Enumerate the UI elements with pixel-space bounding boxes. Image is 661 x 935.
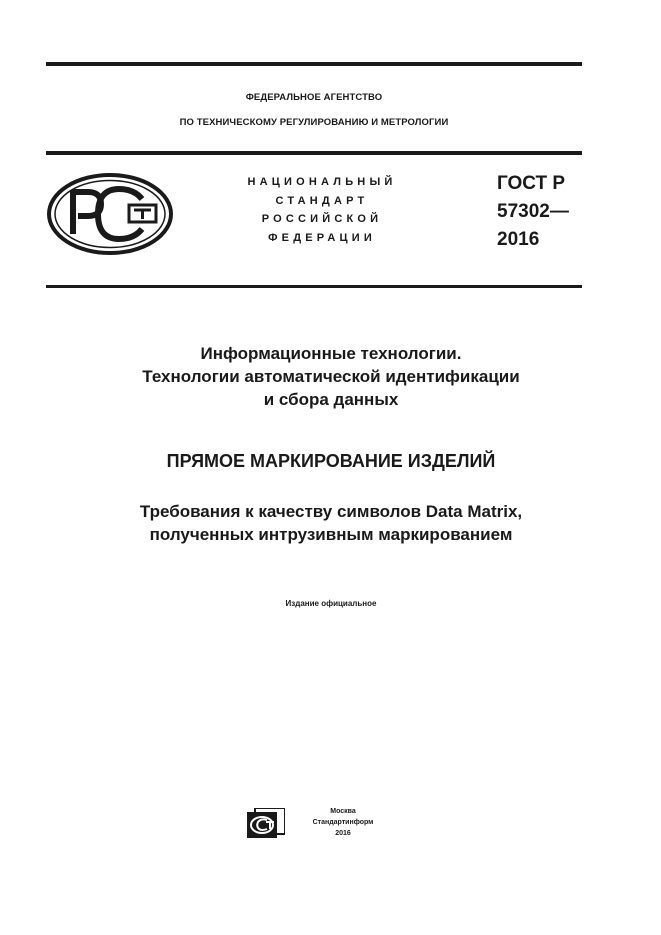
subtitle-line-2: полученных интрузивным маркированием bbox=[149, 525, 513, 544]
imprint bbox=[308, 806, 378, 839]
imprint-city: Москва bbox=[330, 808, 356, 815]
document-subtitle bbox=[46, 500, 616, 546]
imprint-publisher: Стандартинформ bbox=[312, 819, 374, 826]
gost-number-line-2: 57302— bbox=[497, 201, 569, 222]
edition-note: Издание официальное bbox=[285, 599, 377, 608]
title-line-1: Информационные технологии. bbox=[200, 344, 462, 363]
rst-certification-mark-icon bbox=[46, 172, 174, 256]
standard-kind-line-1: НАЦИОНАЛЬНЫЙ bbox=[247, 176, 397, 188]
gost-number bbox=[497, 170, 569, 254]
gost-number-line-3: 2016 bbox=[497, 229, 540, 250]
agency-line-2: ПО ТЕХНИЧЕСКОМУ РЕГУЛИРОВАНИЮ И МЕТРОЛОГИИ bbox=[179, 117, 449, 128]
document-title bbox=[46, 342, 616, 411]
main-title: ПРЯМОЕ МАРКИРОВАНИЕ ИЗДЕЛИЙ bbox=[166, 451, 496, 471]
bottom-rule bbox=[46, 285, 582, 288]
top-rule bbox=[46, 62, 582, 66]
middle-rule bbox=[46, 151, 582, 155]
imprint-year: 2016 bbox=[335, 830, 351, 837]
subtitle-line-1: Требования к качеству символов Data Matrix, bbox=[139, 502, 523, 521]
agency-line-1: ФЕДЕРАЛЬНОЕ АГЕНТСТВО bbox=[245, 92, 383, 103]
standard-kind-line-4: ФЕДЕРАЦИИ bbox=[268, 231, 376, 244]
standard-kind-line-3: РОССИЙСКОЙ bbox=[261, 213, 383, 225]
standartinform-logo-icon bbox=[247, 808, 285, 838]
title-line-2: Технологии автоматической идентификации bbox=[142, 367, 520, 386]
gost-number-line-1: ГОСТ Р bbox=[497, 173, 566, 194]
standard-kind bbox=[232, 173, 412, 247]
standard-kind-line-2: СТАНДАРТ bbox=[275, 194, 369, 207]
title-line-3: и сбора данных bbox=[263, 390, 399, 409]
